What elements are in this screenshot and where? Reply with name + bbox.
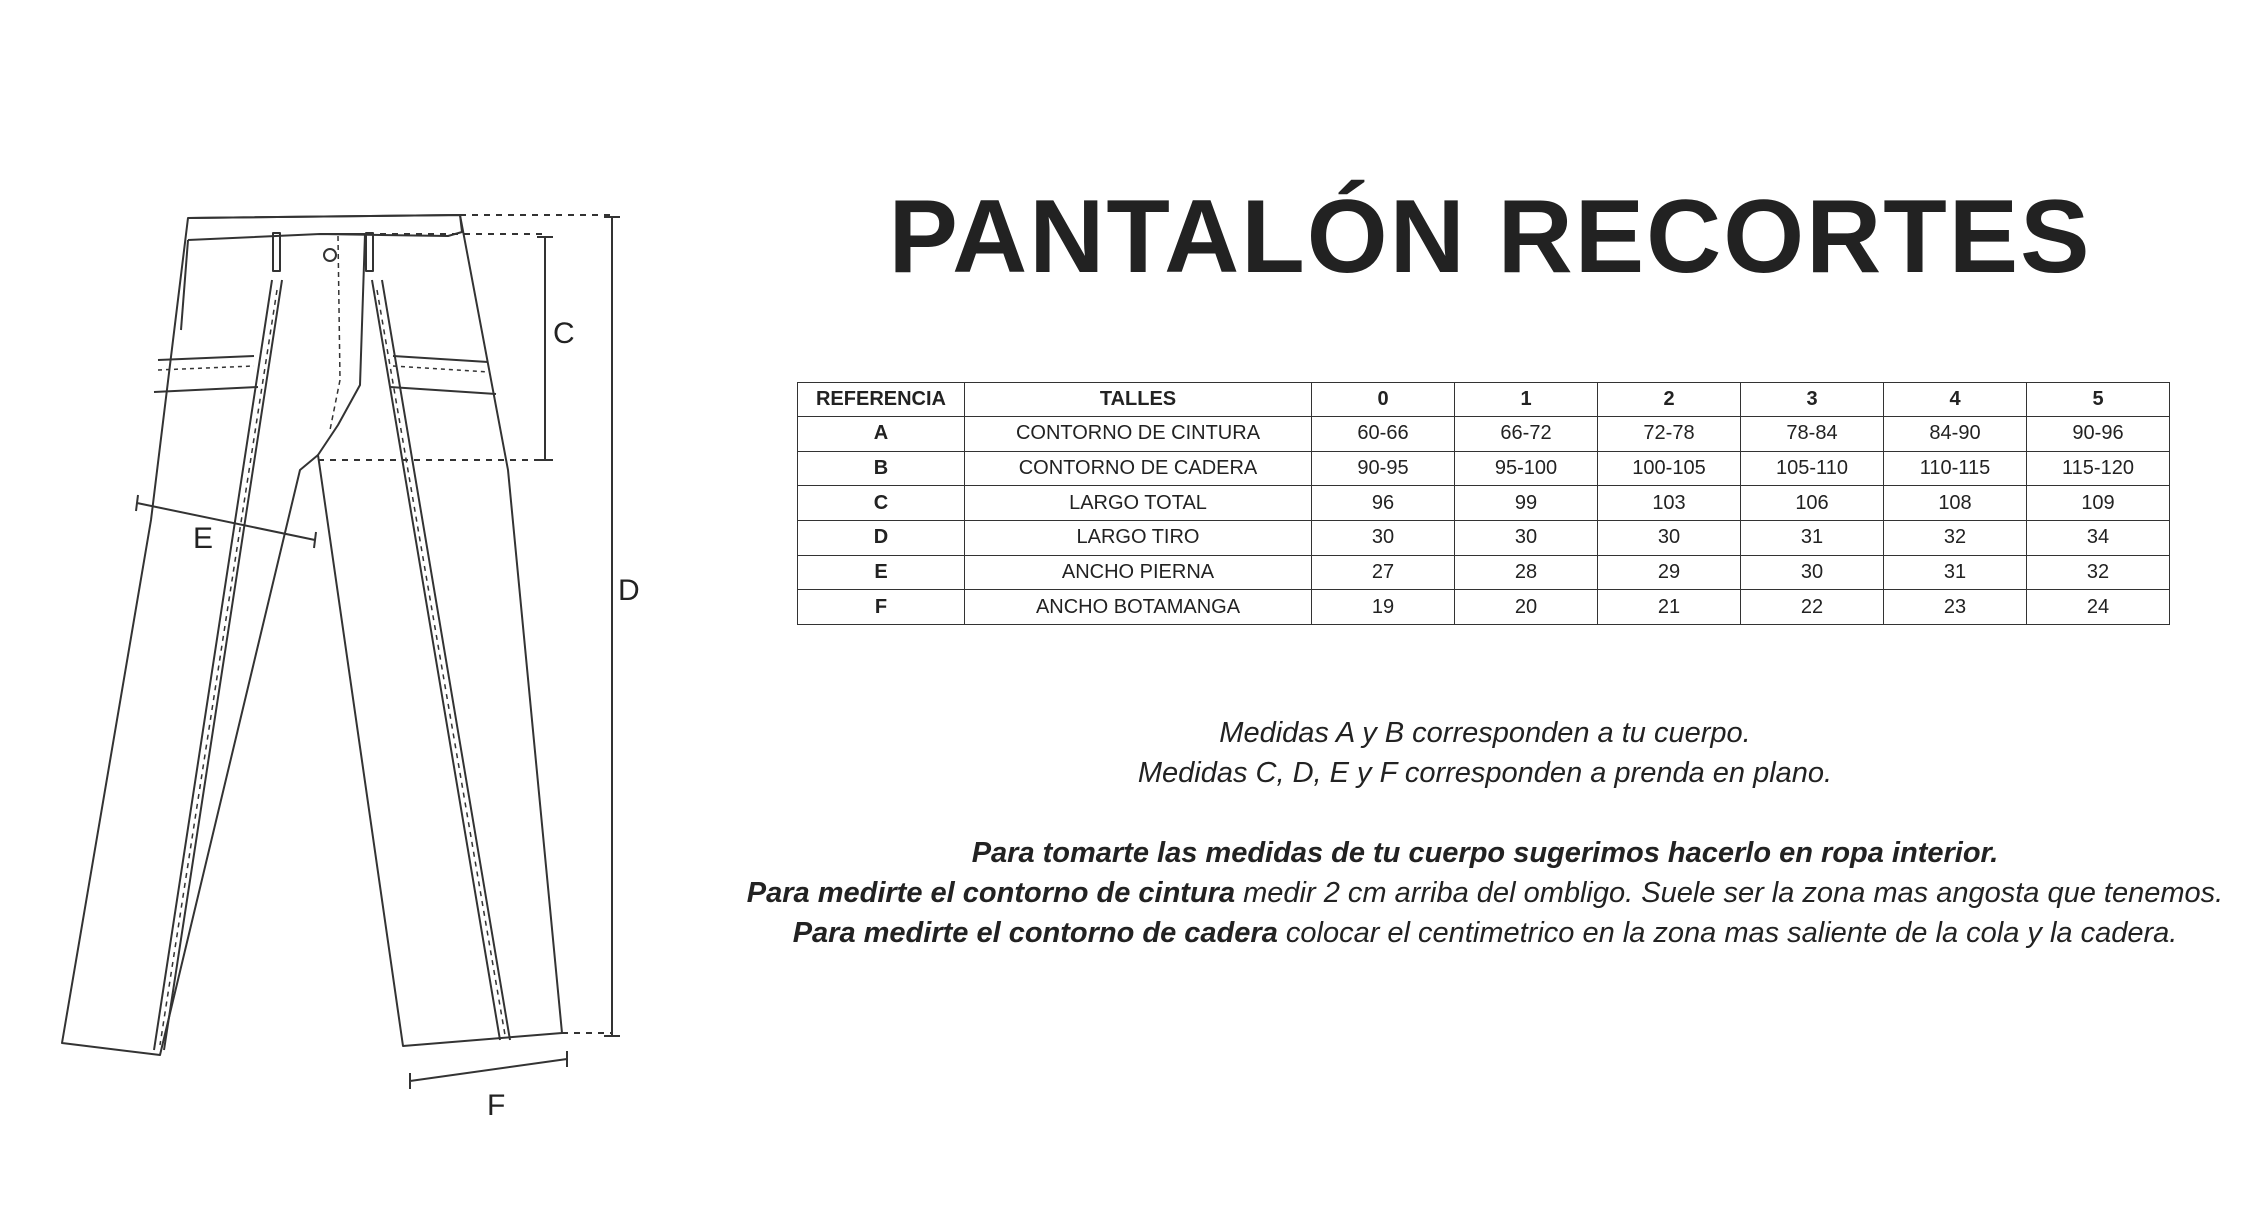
header-size-4: 4 <box>1884 383 2027 417</box>
size-value-cell: 106 <box>1741 486 1884 521</box>
size-value-cell: 115-120 <box>2027 451 2170 486</box>
size-value-cell: 32 <box>2027 555 2170 590</box>
row-reference: C <box>798 486 965 521</box>
row-measurement-name: LARGO TOTAL <box>965 486 1312 521</box>
row-reference: F <box>798 590 965 625</box>
belt-loop-left <box>273 233 280 271</box>
measuring-instructions <box>700 833 2244 953</box>
dimension-d-label: D <box>618 574 640 607</box>
size-value-cell: 20 <box>1455 590 1598 625</box>
dimension-c-label: C <box>553 317 575 350</box>
size-value-cell: 99 <box>1455 486 1598 521</box>
pocket-right <box>390 356 496 394</box>
instruction-line: Para tomarte las medidas de tu cuerpo sugerimos hacerlo en ropa interior. <box>971 837 1999 869</box>
instruction-line: Para medirte el contorno de cintura medir 2 cm arriba del ombligo. Suele ser la zona mas angosta que tenemos. <box>746 877 2224 909</box>
size-value-cell: 27 <box>1312 555 1455 590</box>
note-line: Medidas C, D, E y F corresponden a prenda en plano. <box>1137 757 1833 789</box>
dimension-c-line <box>537 237 553 460</box>
table-row <box>798 486 2170 521</box>
row-measurement-name: CONTORNO DE CADERA <box>965 451 1312 486</box>
header-size-0: 0 <box>1312 383 1455 417</box>
size-value-cell: 103 <box>1598 486 1741 521</box>
instruction-line: Para medirte el contorno de cadera colocar el centimetrico en la zona mas saliente de la cola y la cadera. <box>792 917 2178 949</box>
size-value-cell: 72-78 <box>1598 417 1741 452</box>
size-value-cell: 60-66 <box>1312 417 1455 452</box>
size-value-cell: 31 <box>1741 520 1884 555</box>
waistband <box>188 215 462 240</box>
size-value-cell: 31 <box>1884 555 2027 590</box>
size-value-cell: 110-115 <box>1884 451 2027 486</box>
size-chart-table <box>797 382 2170 625</box>
size-value-cell: 21 <box>1598 590 1741 625</box>
size-value-cell: 95-100 <box>1455 451 1598 486</box>
size-value-cell: 90-96 <box>2027 417 2170 452</box>
row-measurement-name: ANCHO PIERNA <box>965 555 1312 590</box>
dimension-e-line <box>136 495 316 548</box>
measurement-notes <box>700 713 2244 793</box>
size-value-cell: 96 <box>1312 486 1455 521</box>
row-reference: A <box>798 417 965 452</box>
size-value-cell: 34 <box>2027 520 2170 555</box>
size-value-cell: 105-110 <box>1741 451 1884 486</box>
pants-outline <box>62 215 562 1055</box>
size-value-cell: 100-105 <box>1598 451 1741 486</box>
header-size-2: 2 <box>1598 383 1741 417</box>
header-size-5: 5 <box>2027 383 2170 417</box>
row-measurement-name: ANCHO BOTAMANGA <box>965 590 1312 625</box>
button <box>324 249 336 261</box>
table-row <box>798 520 2170 555</box>
size-value-cell: 30 <box>1455 520 1598 555</box>
size-value-cell: 22 <box>1741 590 1884 625</box>
header-reference: REFERENCIA <box>798 383 965 417</box>
size-value-cell: 30 <box>1741 555 1884 590</box>
size-value-cell: 24 <box>2027 590 2170 625</box>
row-measurement-name: LARGO TIRO <box>965 520 1312 555</box>
size-value-cell: 32 <box>1884 520 2027 555</box>
page-title: PANTALÓN RECORTES <box>888 179 2092 295</box>
header-size-3: 3 <box>1741 383 1884 417</box>
header-size-1: 1 <box>1455 383 1598 417</box>
note-line: Medidas A y B corresponden a tu cuerpo. <box>1219 717 1751 749</box>
table-header-row <box>798 383 2170 417</box>
size-value-cell: 90-95 <box>1312 451 1455 486</box>
table-row <box>798 451 2170 486</box>
belt-loop-right <box>366 233 373 271</box>
size-value-cell: 28 <box>1455 555 1598 590</box>
seam-left <box>154 280 282 1050</box>
size-value-cell: 109 <box>2027 486 2170 521</box>
row-reference: B <box>798 451 965 486</box>
size-value-cell: 84-90 <box>1884 417 2027 452</box>
size-value-cell: 108 <box>1884 486 2027 521</box>
size-value-cell: 30 <box>1312 520 1455 555</box>
row-reference: D <box>798 520 965 555</box>
size-value-cell: 29 <box>1598 555 1741 590</box>
size-value-cell: 30 <box>1598 520 1741 555</box>
table-row <box>798 555 2170 590</box>
dimension-d-line <box>604 217 620 1036</box>
table-row <box>798 417 2170 452</box>
header-sizes: TALLES <box>965 383 1312 417</box>
dimension-e-label: E <box>193 522 214 555</box>
size-value-cell: 19 <box>1312 590 1455 625</box>
dimension-f-line <box>410 1051 567 1089</box>
size-value-cell: 66-72 <box>1455 417 1598 452</box>
row-reference: E <box>798 555 965 590</box>
table-row <box>798 590 2170 625</box>
size-value-cell: 78-84 <box>1741 417 1884 452</box>
fly-panel <box>318 234 365 455</box>
row-measurement-name: CONTORNO DE CINTURA <box>965 417 1312 452</box>
size-value-cell: 23 <box>1884 590 2027 625</box>
dimension-f-label: F <box>487 1089 506 1122</box>
